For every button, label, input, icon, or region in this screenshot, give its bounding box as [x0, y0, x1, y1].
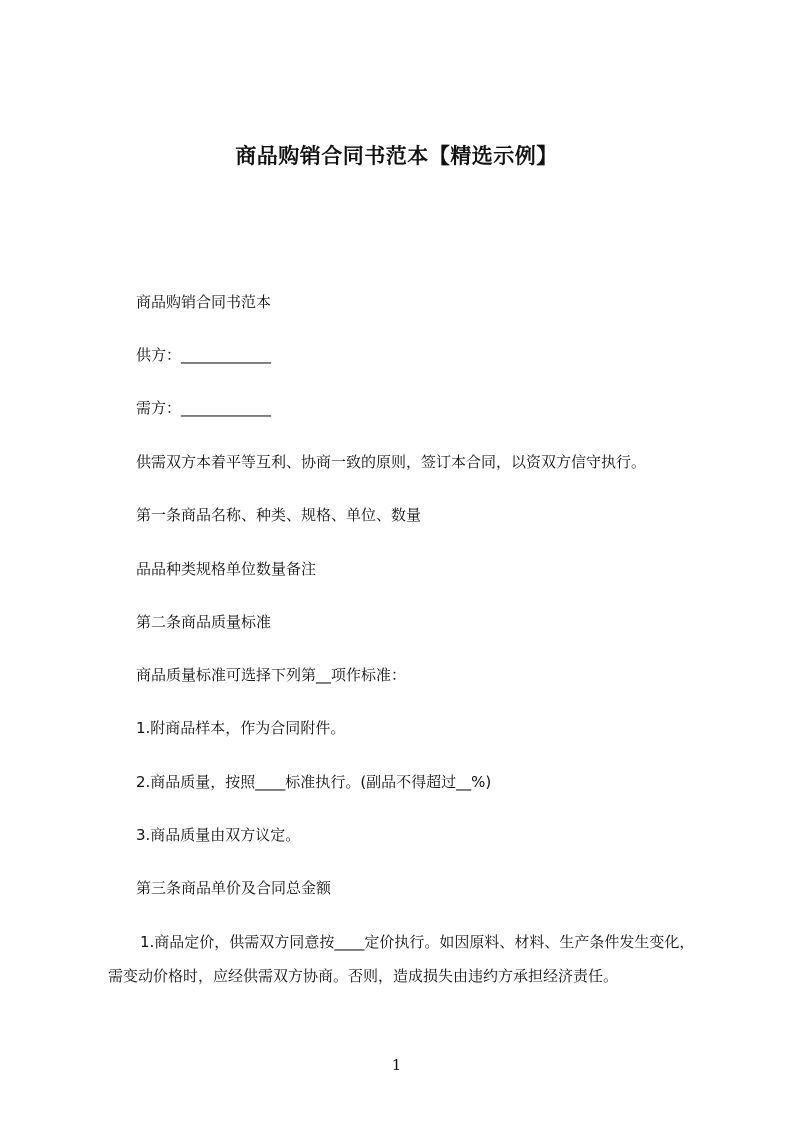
goods-table-header: 品品种类规格单位数量备注: [136, 560, 317, 578]
article-3-heading: 第三条商品单价及合同总金额: [136, 879, 332, 897]
buyer-field: 需方：____________: [136, 399, 272, 417]
quality-item-3: 3.商品质量由双方议定。: [136, 826, 301, 844]
document-title: 商品购销合同书范本【精选示例】: [235, 144, 558, 168]
quality-item-2: 2.商品质量，按照____标准执行。(副品不得超过__%): [136, 773, 492, 791]
quality-item-1: 1.附商品样本，作为合同附件。: [136, 719, 346, 737]
article-2-heading: 第二条商品质量标准: [136, 613, 272, 631]
document-subtitle: 商品购销合同书范本: [136, 293, 272, 311]
pricing-item-1: 1.商品定价，供需双方同意按____定价执行。如因原料、材料、生产条件发生变化，需变动价格时，应经供需双方协商。否则，造成损失由违约方承担经济责任。: [108, 933, 695, 985]
quality-standard-paragraph: 商品质量标准可选择下列第__项作标准：: [136, 666, 407, 684]
page-number: 1: [391, 1056, 402, 1074]
article-1-heading: 第一条商品名称、种类、规格、单位、数量: [136, 506, 422, 524]
preamble-paragraph: 供需双方本着平等互利、协商一致的原则，签订本合同，以资双方信守执行。: [136, 453, 647, 471]
supplier-field: 供方：____________: [136, 346, 272, 364]
